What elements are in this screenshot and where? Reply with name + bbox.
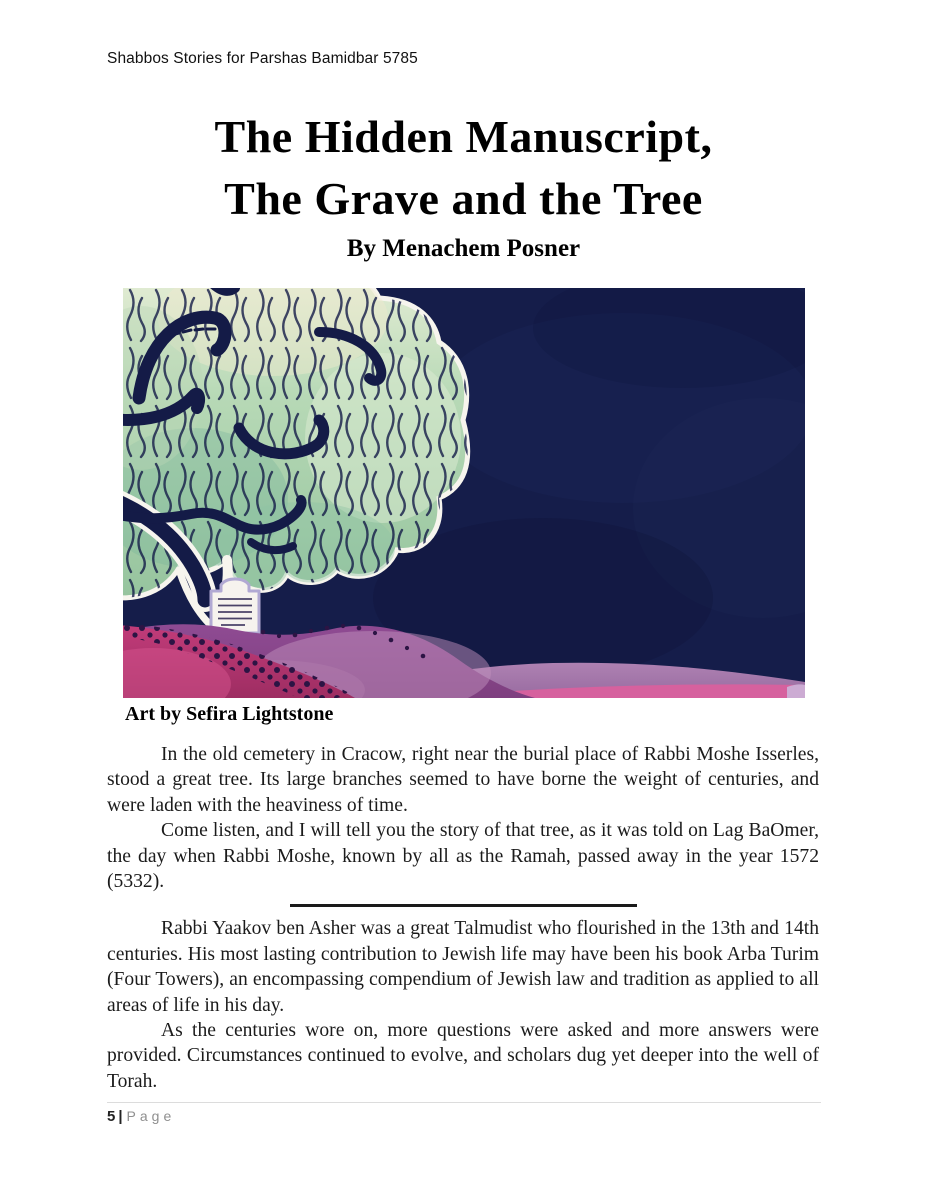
figure-caption: Art by Sefira Lightstone (125, 703, 334, 725)
page-title-line-1: The Hidden Manuscript, (214, 111, 713, 162)
footer-page-label: Page (126, 1108, 176, 1124)
page-number: 5 (107, 1108, 116, 1125)
paragraph: In the old cemetery in Cracow, right near the burial place of Rabbi Moshe Isserles, stood a great tree. Its large branches seemed to have borne the weight of centuries, and were laden with the heaviness of time. (107, 744, 819, 816)
footer-separator: | (118, 1108, 123, 1125)
byline: By Menachem Posner (346, 235, 581, 262)
title-block (0, 0, 927, 264)
section-divider (290, 904, 637, 907)
paragraph: Come listen, and I will tell you the story of that tree, as it was told on Lag BaOmer, the day when Rabbi Moshe, known by all as the Ramah, passed away in the year 1572 (5332). (107, 820, 819, 893)
page-footer (107, 1102, 821, 1125)
paragraph: As the centuries wore on, more questions were asked and more answers were provided. Circumstances continued to evolve, and scholars dug yet deeper into the well of Torah. (107, 1020, 819, 1092)
tree-grave-illustration (123, 288, 805, 698)
body-text (107, 742, 819, 1094)
document-header: Shabbos Stories for Parshas Bamidbar 5785 (107, 50, 418, 67)
paragraph: Rabbi Yaakov ben Asher was a great Talmudist who flourished in the 13th and 14th centuries. His most lasting contribution to Jewish life may have been his book Arba Turim (Four Towers), an encompassing compendium of Jewish law and tradition as applied to all areas of life in his day. (107, 918, 819, 1016)
page-title-line-2: The Grave and the Tree (224, 173, 703, 224)
figure (123, 288, 805, 726)
